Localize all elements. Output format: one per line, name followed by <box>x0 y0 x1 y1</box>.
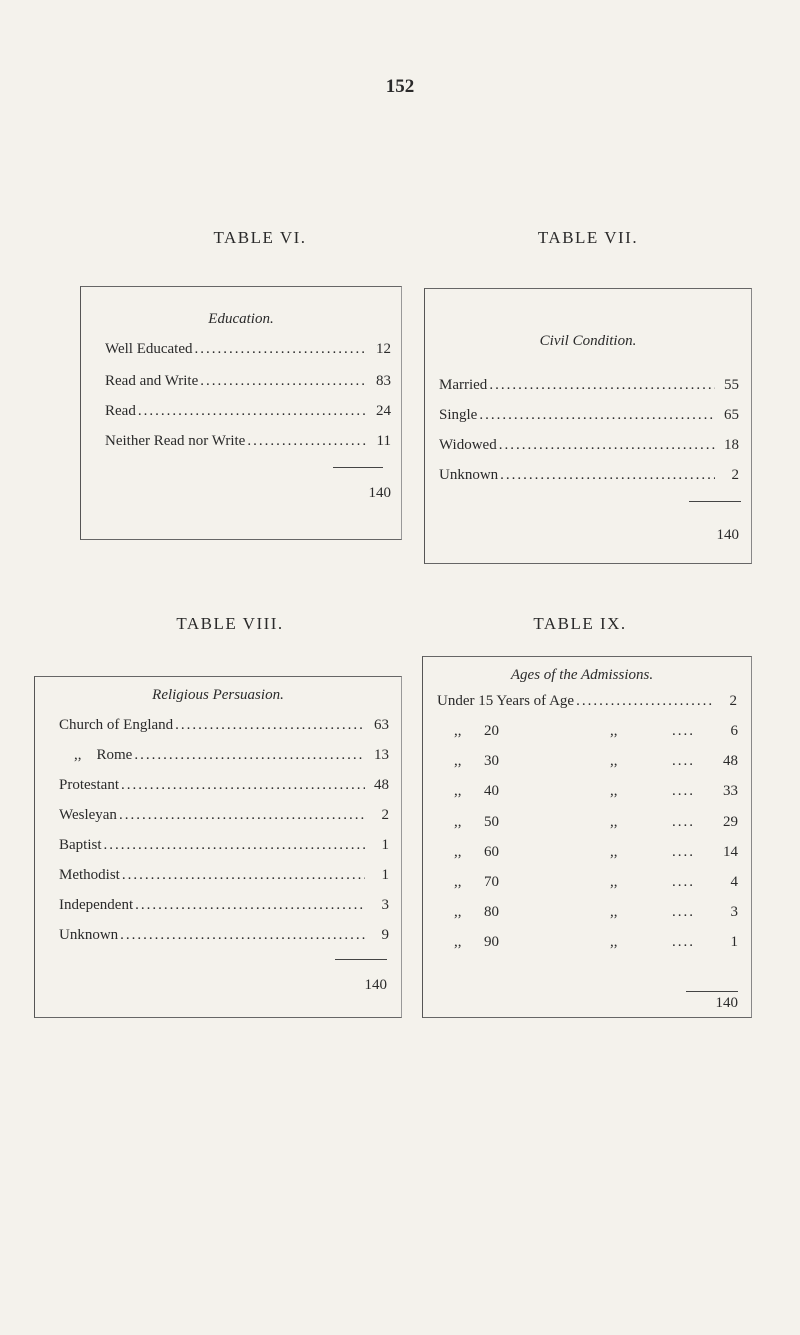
leader-dots: .... <box>672 814 695 830</box>
age-value: 60 <box>484 844 499 860</box>
row-value: 13 <box>374 747 389 763</box>
row-label: ,, Rome <box>59 747 133 763</box>
table-vii-title: Civil Condition. <box>539 333 637 349</box>
row-label: Under 15 Years of Age <box>437 693 575 709</box>
row-value: 6 <box>730 723 738 739</box>
leader-dots: .... <box>672 844 695 860</box>
leader-dots: .... <box>672 934 695 950</box>
age-value: 80 <box>484 904 499 920</box>
row-value: 11 <box>376 433 391 449</box>
row-value: 63 <box>374 717 389 733</box>
table-row <box>105 403 391 420</box>
age-value: 40 <box>484 783 499 799</box>
leader-dots: .... <box>672 904 695 920</box>
ditto-mark: ,, <box>454 814 462 830</box>
table-row <box>105 433 391 450</box>
row-value: 33 <box>723 783 738 799</box>
table-viii-heading: TABLE VIII. <box>176 614 284 633</box>
ditto-mark: ,, <box>454 934 462 950</box>
row-label: Well Educated <box>105 341 193 357</box>
row-value: 48 <box>374 777 389 793</box>
row-value: 1 <box>730 934 738 950</box>
leader-dots: .... <box>672 723 695 739</box>
ditto-mark: ,, <box>454 723 462 739</box>
table-row <box>439 437 739 454</box>
row-value: 2 <box>729 693 737 709</box>
table-vii-total: 140 <box>716 527 739 543</box>
row-value: 24 <box>376 403 391 419</box>
row-value: 3 <box>730 904 738 920</box>
row-label: Read <box>105 403 136 419</box>
row-value: 83 <box>376 373 391 389</box>
row-label: Read and Write <box>105 373 199 389</box>
ditto-mark: ,, <box>610 783 618 799</box>
row-value: 2 <box>381 807 389 823</box>
age-value: 20 <box>484 723 499 739</box>
row-value: 55 <box>724 377 739 393</box>
table-viii-title: Religious Persuasion. <box>152 687 284 703</box>
table-ix-box <box>422 656 752 1018</box>
row-label: Unknown <box>59 927 119 943</box>
row-value: 3 <box>381 897 389 913</box>
ditto-mark: ,, <box>454 783 462 799</box>
total-rule <box>686 991 738 992</box>
ditto-mark: ,, <box>610 904 618 920</box>
row-label: Baptist <box>59 837 102 853</box>
ditto-mark: ,, <box>454 904 462 920</box>
table-ix-title: Ages of the Admissions. <box>510 667 654 683</box>
row-label: Widowed <box>439 437 497 453</box>
row-label: Wesleyan <box>59 807 117 823</box>
total-rule <box>333 467 383 468</box>
row-value: 2 <box>731 467 739 483</box>
table-row <box>59 807 389 824</box>
table-row <box>105 373 391 390</box>
row-value: 1 <box>381 837 389 853</box>
table-row <box>59 777 389 794</box>
total-rule <box>689 501 741 502</box>
table-row <box>59 747 389 764</box>
table-ix-total: 140 <box>715 995 738 1011</box>
table-vi-heading: TABLE VI. <box>213 228 307 247</box>
row-value: 18 <box>724 437 739 453</box>
row-label: Unknown <box>439 467 499 483</box>
ditto-mark: ,, <box>454 844 462 860</box>
total-rule <box>335 959 387 960</box>
row-label: Neither Read nor Write <box>105 433 246 449</box>
row-value: 4 <box>730 874 738 890</box>
row-label: Methodist <box>59 867 120 883</box>
row-value: 9 <box>381 927 389 943</box>
ditto-mark: ,, <box>454 753 462 769</box>
table-row <box>439 467 739 484</box>
table-row <box>439 377 739 394</box>
table-vii-box <box>424 288 752 564</box>
age-value: 90 <box>484 934 499 950</box>
table-row <box>59 717 389 734</box>
ditto-mark: ,, <box>610 753 618 769</box>
table-vi-title: Education. <box>208 311 274 327</box>
leader-dots: .... <box>672 753 695 769</box>
ditto-mark: ,, <box>610 934 618 950</box>
row-value: 29 <box>723 814 738 830</box>
table-row <box>59 867 389 884</box>
table-row <box>105 341 391 358</box>
table-viii-total: 140 <box>364 977 387 993</box>
leader-dots: .... <box>672 874 695 890</box>
table-vi-total: 140 <box>368 485 391 501</box>
table-vi-box <box>80 286 402 540</box>
table-row <box>437 693 737 710</box>
row-label: Protestant <box>59 777 119 793</box>
age-value: 70 <box>484 874 499 890</box>
age-value: 30 <box>484 753 499 769</box>
row-value: 65 <box>724 407 739 423</box>
row-value: 1 <box>381 867 389 883</box>
age-value: 50 <box>484 814 499 830</box>
table-row <box>59 837 389 854</box>
row-value: 12 <box>376 341 391 357</box>
row-label: Married <box>439 377 488 393</box>
table-vii-heading: TABLE VII. <box>537 228 639 247</box>
row-value: 14 <box>723 844 738 860</box>
table-row <box>59 897 389 914</box>
table-row <box>439 407 739 424</box>
ditto-mark: ,, <box>610 814 618 830</box>
ditto-mark: ,, <box>454 874 462 890</box>
table-ix-heading: TABLE IX. <box>533 614 627 633</box>
ditto-mark: ,, <box>610 723 618 739</box>
row-label: Independent <box>59 897 134 913</box>
row-value: 48 <box>723 753 738 769</box>
table-row <box>59 927 389 944</box>
table-viii-box <box>34 676 402 1018</box>
page-number: 152 <box>385 76 415 97</box>
row-label: Church of England <box>59 717 174 733</box>
ditto-mark: ,, <box>610 874 618 890</box>
ditto-mark: ,, <box>610 844 618 860</box>
row-label: Single <box>439 407 478 423</box>
leader-dots: .... <box>672 783 695 799</box>
